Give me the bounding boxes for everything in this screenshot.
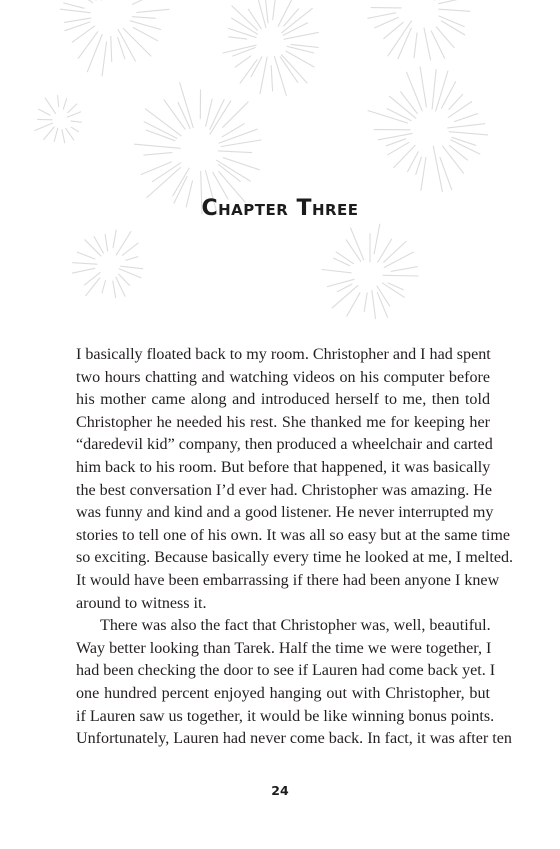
text-line: “daredevil kid” company, then produced a wheelchair and carted	[76, 436, 493, 454]
text-line: There was also the fact that Christopher was, well, beautiful.	[100, 617, 491, 635]
text-line: the best conversation I’d ever had. Christopher was amazing. He	[76, 481, 493, 499]
text-line: Christopher he needed his rest. She thanked me for keeping her	[76, 413, 490, 431]
text-line: was funny and kind and a good listener. He never interrupted my	[76, 504, 494, 522]
text-line: Unfortunately, Lauren had never come back. In fact, it was after ten	[76, 730, 512, 748]
text-line: his mother came along and introduced herself to me, then told	[76, 391, 490, 409]
paragraph	[76, 344, 514, 615]
text-line: so exciting. Because basically every time he looked at me, I melted.	[76, 549, 514, 567]
page-number: 24	[271, 783, 289, 798]
text-line: one hundred percent enjoyed hanging out with Christopher, but	[76, 684, 490, 702]
body-text	[76, 344, 514, 751]
paragraph	[76, 615, 512, 751]
chapter-title: Chapter Three	[201, 196, 359, 221]
text-line: I basically floated back to my room. Christopher and I had spent	[76, 346, 491, 363]
text-line: stories to tell one of his own. It was all so easy but at the same time	[76, 526, 510, 544]
text-line: had been checking the door to see if Lauren had come back yet. I	[76, 662, 496, 680]
text-line: if Lauren saw us together, it would be like winning bonus points.	[76, 707, 495, 725]
text-line: around to witness it.	[76, 594, 207, 612]
text-line: It would have been embarrassing if there had been anyone I knew	[76, 571, 500, 589]
text-line: him back to his room. But before that happened, it was basically	[76, 458, 491, 476]
text-line: two hours chatting and watching videos on his computer before	[76, 368, 490, 386]
text-line: Way better looking than Tarek. Half the time we were together, I	[76, 639, 492, 657]
